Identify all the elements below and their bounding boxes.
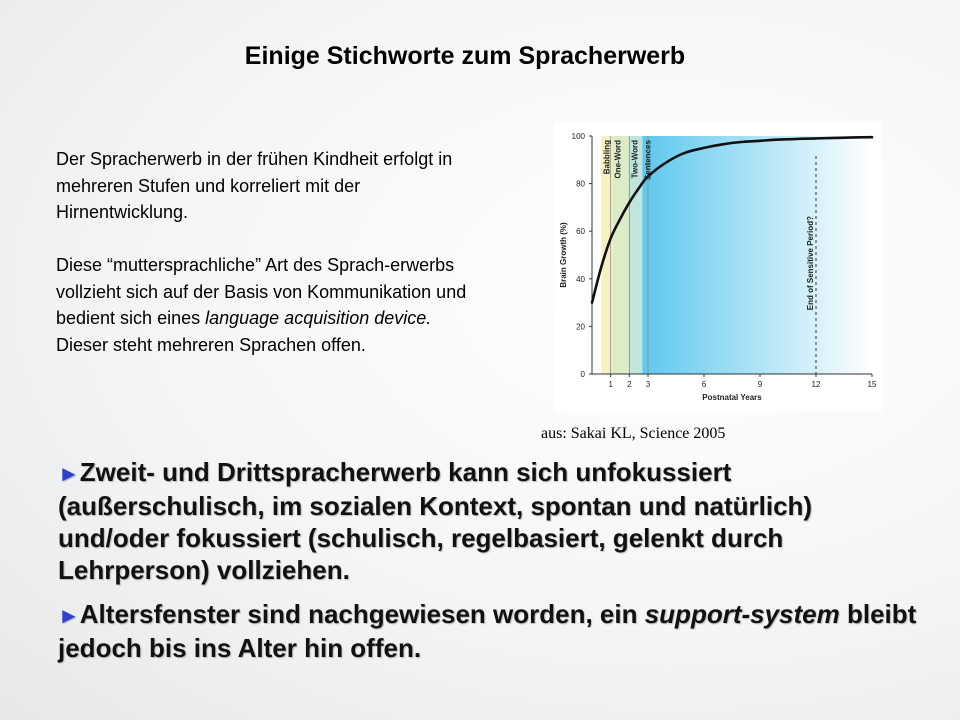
bullet-arrow-icon: ► <box>58 461 80 486</box>
slide-title: Einige Stichworte zum Spracherwerb <box>244 42 686 70</box>
x-tick-label: 15 <box>867 380 877 389</box>
y-tick-label: 20 <box>576 322 585 332</box>
y-tick-label: 60 <box>576 227 585 237</box>
bullet-text-2-emphasis: support-system <box>644 599 840 629</box>
bullet-item-2 <box>58 598 918 664</box>
brain-growth-chart-svg <box>554 122 882 412</box>
stage-label: One-Word <box>613 140 623 179</box>
y-axis-title: Brain Growth (%) <box>559 222 568 288</box>
x-tick-label: 9 <box>757 380 763 389</box>
bullet-text-1: Zweit- und Drittspracherwerb kann sich unfokussiert (außerschulisch, im sozialen Kontext, spontan und natürlich) und/oder fokussiert (schulisch, regelbasiert, gelenkt durch Lehrperson) vollziehen. <box>58 457 813 585</box>
intro-paragraph-2-emphasis: language acquisition device. <box>205 308 432 328</box>
x-tick-label: 2 <box>627 380 632 389</box>
y-tick-label: 40 <box>576 274 585 284</box>
brain-growth-chart <box>554 122 882 412</box>
x-tick-label: 12 <box>811 380 821 389</box>
bullet-item-1 <box>58 456 918 586</box>
bullet-text-2a: Altersfenster sind nachgewiesen worden, ein <box>79 599 645 629</box>
stage-band <box>642 136 872 374</box>
y-tick-label: 0 <box>580 370 585 379</box>
bullet-arrow-icon: ► <box>58 603 80 628</box>
y-tick-label: 80 <box>576 179 585 189</box>
x-tick-label: 3 <box>645 380 651 389</box>
stage-label: Sentences <box>643 140 653 181</box>
intro-text <box>56 146 476 358</box>
x-axis-title: Postnatal Years <box>702 393 762 402</box>
intro-paragraph-1: Der Spracherwerb in der frühen Kindheit erfolgt in mehreren Stufen und korreliert mit der Hirnentwicklung. <box>56 149 453 222</box>
stage-label: Babbling <box>602 140 612 175</box>
intro-paragraph-2-text-a: Diese “muttersprachliche” Art des Sprach-erwerbs vollzieht sich auf der Basis von Kommunikation und bedient sich eines <box>56 255 467 328</box>
source-caption: aus: Sakai KL, Science 2005 <box>541 425 726 442</box>
bullet-text-2b: bleibt jedoch bis ins Alter hin offen. <box>58 599 917 663</box>
x-tick-label: 6 <box>701 380 707 389</box>
sensitive-period-label: End of Sensitive Period? <box>806 216 815 311</box>
x-tick-label: 1 <box>608 380 613 389</box>
y-tick-label: 100 <box>571 132 585 141</box>
intro-paragraph-2-text-b: Dieser steht mehreren Sprachen offen. <box>56 334 366 355</box>
intro-paragraph-2 <box>56 252 476 358</box>
bullet-list <box>58 456 918 676</box>
stage-label: Two-Word <box>630 140 640 179</box>
